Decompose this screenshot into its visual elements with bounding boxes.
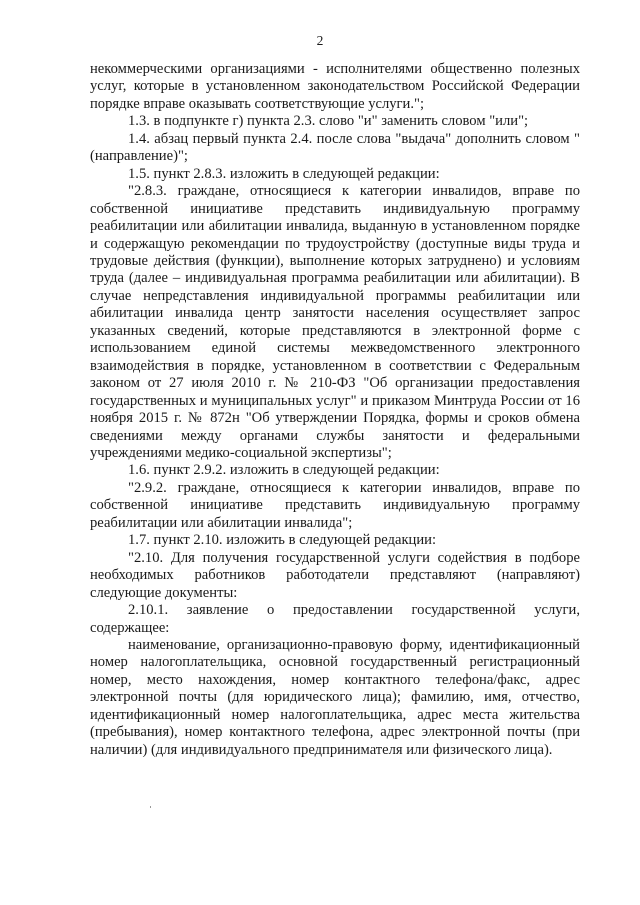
paragraph-clause-2-10-1: 2.10.1. заявление о предоставлении государственной услуги, содержащее:	[90, 602, 580, 636]
document-body	[90, 61, 580, 759]
paragraph-item-1-7: 1.7. пункт 2.10. изложить в следующей редакции:	[128, 532, 437, 549]
paragraph-item-1-6: 1.6. пункт 2.9.2. изложить в следующей редакции:	[128, 462, 440, 479]
paragraph-clause-2-10: "2.10. Для получения государственной услуги содействия в подборе необходимых работников работодатели представляют (направляют) следующие документы:	[90, 549, 580, 601]
scan-speck	[150, 806, 151, 808]
paragraph-requisites: наименование, организационно-правовую форму, идентификационный номер налогоплательщика, основной государственный регистрационный номер, место нахождения, номер контактного телефона/факс, адрес электронной почты (для юридического лица); фамилию, имя, отчество, идентификационный номер налогоплательщика, адрес места жительства (пребывания), номер контактного телефона, адрес электронной почты (при наличии) (для индивидуального предпринимателя или физического лица).	[90, 636, 580, 758]
paragraph-clause-2-8-3: "2.8.3. граждане, относящиеся к категории инвалидов, вправе по собственной инициативе представить индивидуальную программу реабилитации или абилитации инвалида, выданную в установленном порядке и содержащую рекомендации по трудоустройству (доступные виды труда и трудовые действия (функции), выполнение которых затруднено) и условиям труда (далее – индивидуальная программа реабилитации или абилитации). В случае непредставления индивидуальной программы реабилитации или абилитации инвалида центр занятости населения осуществляет запрос указанных сведений, которые представляются в электронной форме с использованием единой системы межведомственного электронного взаимодействия в порядке, установленном в соответствии с Федеральным законом от 27 июля 2010 г. № 210-ФЗ "Об организации предоставления государственных и муниципальных услуг" и приказом Минтруда России от 16 ноября 2015 г. № 872н "Об утверждении Порядка, формы и сроков обмена сведениями между органами службы занятости и федеральными учреждениями медико-социальной экспертизы";	[90, 183, 580, 461]
paragraph-item-1-4: 1.4. абзац первый пункта 2.4. после слова "выдача" дополнить словом "(направление)";	[90, 130, 580, 165]
paragraph-item-1-5: 1.5. пункт 2.8.3. изложить в следующей редакции:	[128, 165, 440, 182]
paragraph-clause-2-9-2: "2.9.2. граждане, относящиеся к категории инвалидов, вправе по собственной инициативе представить индивидуальную программу реабилитации или абилитации инвалида";	[90, 479, 580, 531]
paragraph-item-1-3: 1.3. в подпункте г) пункта 2.3. слово "и" заменить словом "или";	[128, 113, 529, 130]
page-number: 2	[316, 33, 324, 48]
paragraph-continuation: некоммерческими организациями - исполнителями общественно полезных услуг, которые в установленном законодательством Российской Федерации порядке вправе оказывать соответствующие услуги.";	[90, 61, 580, 112]
